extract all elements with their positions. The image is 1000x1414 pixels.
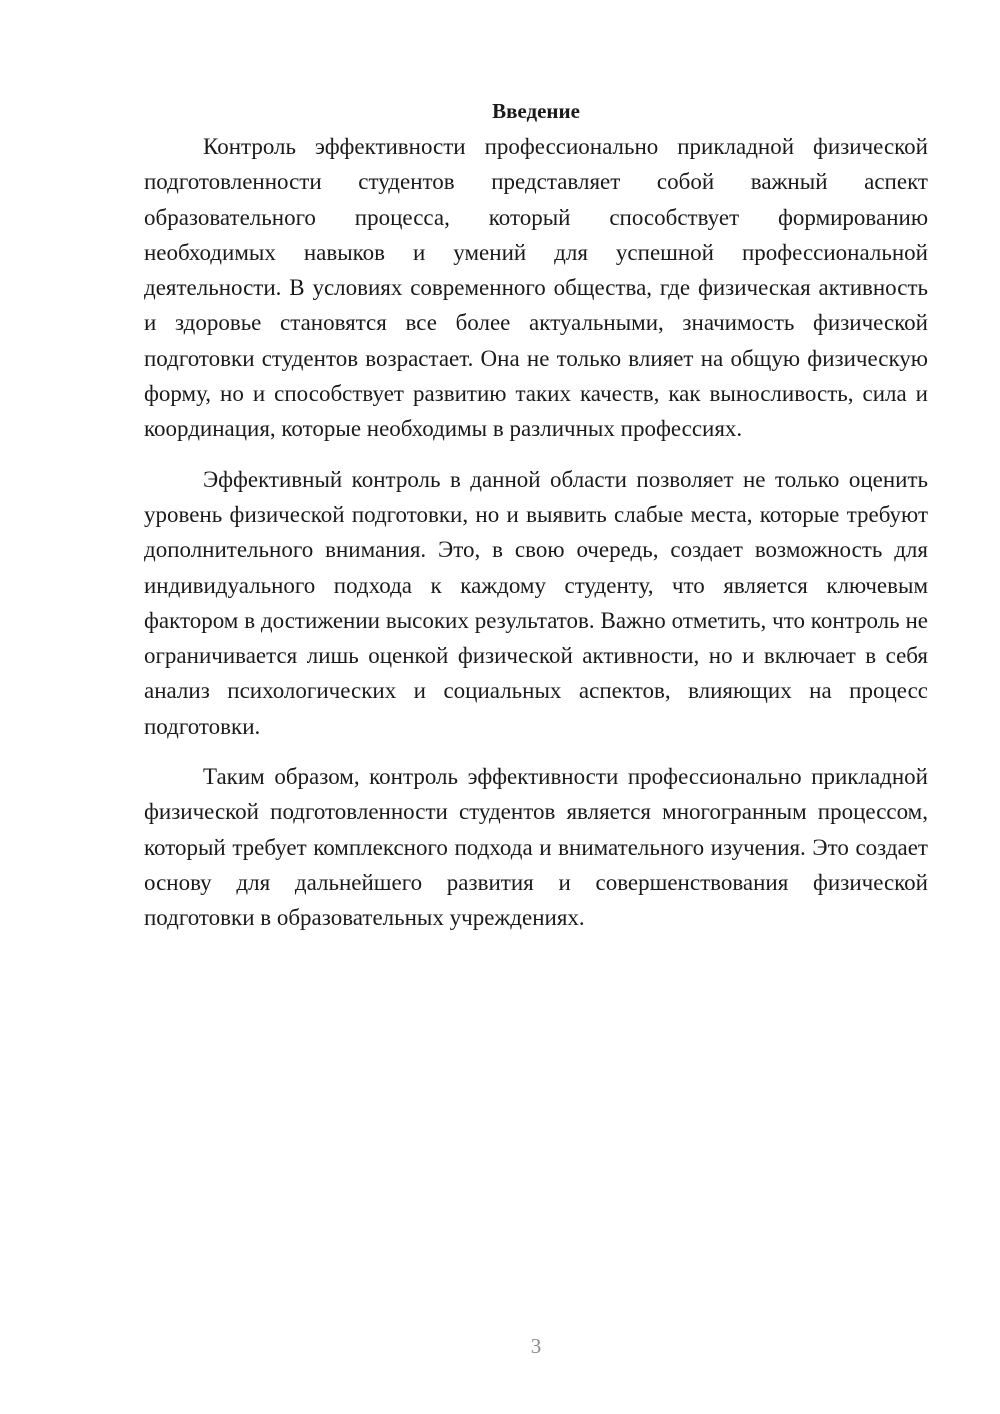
page-number: 3 — [530, 1334, 542, 1358]
paragraph-2: Эффективный контроль в данной области позволяет не только оценить уровень физической подготовки, но и выявить слабые места, которые требуют дополнительного внимания. Это, в свою очередь, создает возможность для индивидуального подхода к каждому студенту, что является ключевым фактором в достижении высоких результатов. Важно отметить, что контроль не ограничивается лишь оценкой физической активности, но и включает в себя анализ психологических и социальных аспектов, влияющих на процесс подготовки. — [144, 466, 928, 739]
paragraph-1: Контроль эффективности профессионально прикладной физической подготовленности студентов представляет собой важный аспект образовательного процесса, который способствует формированию необходимых навыков и умений для успешной профессиональной деятельности. В условиях современного общества, где физическая активность и здоровье становятся все более актуальными, значимость физической подготовки студентов возрастает. Она не только влияет на общую физическую форму, но и способствует развитию таких качеств, как выносливость, сила и координация, которые необходимы в различных профессиях. — [144, 134, 928, 442]
document-body — [144, 94, 928, 936]
section-title: Введение — [492, 99, 580, 123]
paragraph-3: Таким образом, контроль эффективности профессионально прикладной физической подготовленности студентов является многогранным процессом, который требует комплексного подхода и внимательного изучения. Это создает основу для дальнейшего развития и совершенствования физической подготовки в образовательных учреждениях. — [144, 764, 928, 931]
